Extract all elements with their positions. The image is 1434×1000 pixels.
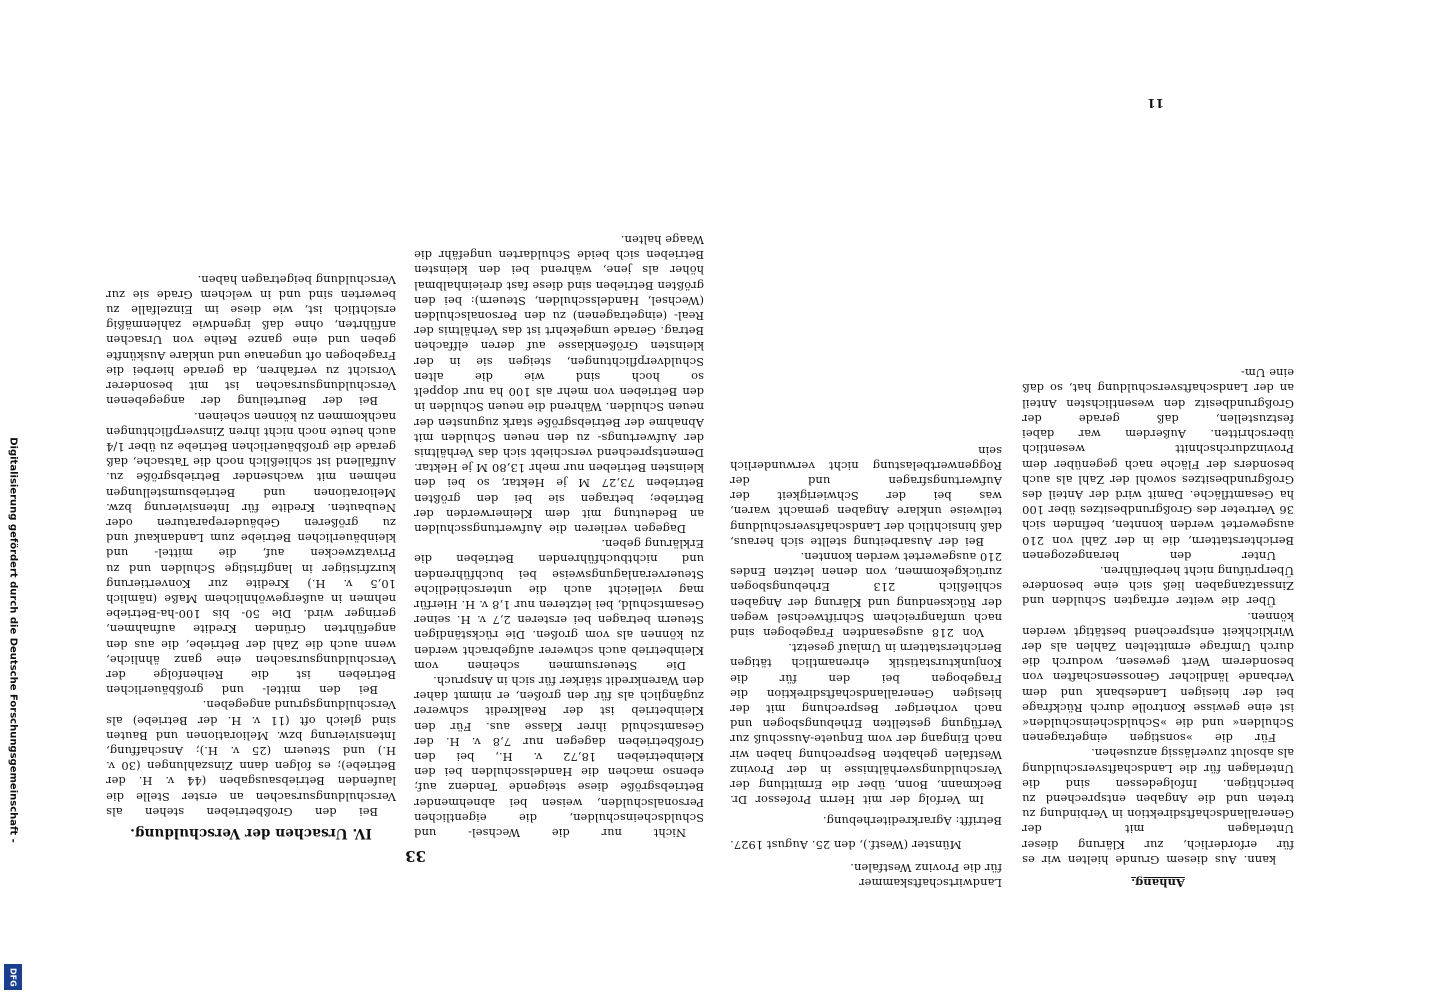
paragraph: Die Steuersummen scheinen vom Kleinbetrieb auch schwerer aufgebracht werden zu können als vom großen. Die rückständigen Steuern betragen bei ersteren 2,7 v. H. seiner Gesamtschuld, bei letzteren nur 1,8 v. H. Hierfür mag vielleicht auch die unterschiedliche Steuerveranlagungsweise bei buchführenden und nichtbuchführenden Betrieben die Erklärung geben.	[414, 537, 704, 673]
digitization-notice-text: Digitalisierung gefördert durch die Deutsche Forschungsgemeinschaft -	[7, 437, 19, 843]
paragraph: Bei der Ausarbeitung stellte sich heraus, daß hinsichtlich der Landschaftsverschuldung teilweise unklare Angaben gemacht waren, was bei der Schwierigkeit der Aufwertungsfragen und der Roggenwertbelastung nicht verwunderlich sein	[730, 443, 1002, 549]
paragraph: Von 218 ausgesandten Fragebogen sind nach umfangreichem Schriftwechsel wegen der Rücksendung und Klärung der Angaben schließlich 213 Erhebungsbogen zurückgekommen, von denen letzten Endes 210 ausgewertet werden konnten.	[730, 549, 1002, 640]
page-number-33: 33	[405, 847, 426, 865]
page-11	[724, 0, 1294, 1000]
betrifft-line: Betrifft: Agrarkrediterhebung.	[822, 814, 1002, 829]
paragraph: Bei den Großbetrieben stehen als Verschuldungsursachen an erster Stelle die laufenden Betriebsausgaben (44 v. H. der Betriebe); es folgen dann Zinszahlungen (30 v. H.) und Steuern (25 v. H.); Anschaffung, Intensivierung bzw. Meliorationen und Bauten sind gleich oft (11 v. H. der Betriebe) als Verschuldungsgrund angegeben.	[106, 698, 396, 819]
dfg-logo-icon: DFG	[4, 964, 22, 990]
paragraph: Im Verfolg der mit Herrn Professor Dr. Beckmann, Bonn, über die Ermittlung der Verschuldungsverhältnisse in der Provinz Westfalen gehabten Besprechung haben wir nach Eingang der vom Enquete-Ausschuß zur Verfügung gestellten Erhebungsbogen und nach vorheriger Besprechung mit der hiesigen Generallandschaftsdirektion die Fragebogen bei den für die Konjunkturstatistik ehrenamtlich tätigen Berichterstattern in Umlauf gesetzt.	[730, 641, 1002, 808]
page-33-column-1	[414, 232, 704, 840]
page-11-column-1	[1022, 365, 1294, 890]
section-heading: IV. Ursachen der Verschuldung.	[130, 825, 372, 841]
paragraph: Für die »sonstigen eingetragenen Schulden« und die »Schuldscheinschulden« ist eine gewisse Kontrolle durch Rückfrage bei der hiesigen Landesbank und dem Verbande ländlicher Genossenschaften von besonderem Wert gewesen, wodurch die durch Umfrage ermittelten Zahlen als der Wirklichkeit entsprechend bestätigt werden können.	[1022, 609, 1294, 746]
paragraph: Unter den herangezogenen Berichterstattern, die in der Zahl von 210 ausgewertet werden konnten, befinden sich 36 Vertreter des Großgrundbesitzes über 100 ha Gesamtfläche. Damit wird der Anteil des Großgrundbesitzes sowohl der Zahl als auch besonders der Fläche nach gegenüber dem Provinzdurchschnitt wesentlich überschritten. Außerdem war dabei festzustellen, daß gerade der Großgrundbesitz den wesentlichsten Anteil an der Landschaftsverschuldung hat, so daß eine Um-	[1022, 366, 1294, 563]
sender-line-1: Landwirtschaftskammer	[859, 876, 1002, 890]
page-11-column-2	[730, 442, 1002, 890]
digitization-notice	[0, 0, 26, 1000]
paragraph: Über die weiter erfragten Schulden und Zinssatzangaben ließ sich eine besondere Überprüfung nicht herbeiführen.	[1022, 563, 1294, 609]
anhang-heading: Anhang.	[1131, 876, 1185, 890]
paragraph: Nicht nur die Wechsel- und Schuldscheinschulden, die eigentlichen Personalschulden, weisen bei abnehmender Betriebsgröße diese steigende Tendenz auf; ebenso machen die Handelsschulden bei den Kleinbetrieben 18,72 v. H., bei den Großbetrieben dagegen nur 7,8 v. H. der Gesamtschuld ihrer Klasse aus. Für den Kleinbetrieb ist der Realkredit schwerer zugänglich als für den großen, er nimmt daher den Warenkredit stärker für sich in Anspruch.	[414, 673, 704, 840]
paragraph: Bei der Beurteilung der angegebenen Verschuldungsursachen ist mit besonderer Vorsicht zu verfahren, da gerade hierbei die Fragebogen oft ungenaue und unklare Auskünfte geben und eine ganze Reihe von Ursachen anführten, ohne daß irgendwie zahlenmäßig ersichtlich ist, wie diese im Einzelfalle zu bewerten sind und in welchem Grade sie zur Verschuldung beigetragen haben.	[106, 272, 396, 409]
page-33-column-2	[106, 271, 396, 840]
sender-line-2: für die Provinz Westfalen.	[850, 860, 1002, 875]
paragraph: Dagegen verlieren die Aufwertungsschulden an Bedeutung mit dem Kleinerwerden der Betriebe; betragen sie bei den größten Betrieben 73,27 M je Hektar, so bei den kleinsten Betrieben nur mehr 13,80 M je Hektar. Dementsprechend verschiebt sich das Verhältnis der Aufwertungs- zu den neuen Schulden mit Abnahme der Betriebsgröße stark zugunsten der neuen Schulden. Während die neuen Schulden in den Betrieben von mehr als 100 ha nur doppelt so hoch sind wie die alten Schuldverpflichtungen, steigen sie in der kleinsten Größenklasse auf deren elffachen Betrag. Gerade umgekehrt ist das Verhältnis der Real- (eingetragenen) zu den Personalschulden (Wechsel, Handelsschulden, Steuern): bei den größten Betrieben sind diese fast dreieinhalbmal höher als jene, während bei den kleinsten Betrieben sich beide Schuldarten ungefähr die Waage halten.	[414, 233, 704, 536]
page-number-11: 11	[1147, 96, 1164, 110]
page-33	[104, 0, 704, 1000]
place-date: Münster (Westf.), den 25. August 1927.	[730, 837, 962, 852]
paragraph: kann. Aus diesem Grunde hielten wir es für erforderlich, zur Klärung dieser Unterlagen mit der Generallandschaftsdirektion in Verbindung zu treten und die Angaben entsprechend zu berichtigen. Infolgedessen sind die Unterlagen für die Landschaftsverschuldung als absolut zuverlässig anzusehen.	[1022, 746, 1294, 867]
paragraph: Bei den mittel- und großbäuerlichen Betrieben ist die Reihenfolge der Verschuldungsursachen eine ganz ähnliche, wenn auch die Zahl der Betriebe, die aus den angeführten Gründen Kredite aufnahmen, geringer wird. Die 50- bis 100-ha-Betriebe nehmen in außergewöhnlichem Maße (nämlich 10,5 v. H.) Kredite zur Konvertierung kurzfristiger in langfristige Schulden und zu Privatzwecken auf, die mittel- und kleinbäuerlichen Betriebe zum Landankauf und zu größeren Gebäudereparaturen oder Neubauten. Kredite für Intensivierung bzw. Meliorationen und Betriebsumstellungen nehmen mit wachsender Betriebsgröße zu. Auffallend ist schließlich noch die Tatsache, daß gerade die großbäuerlichen Betriebe zu über 1/4 auch heute noch nicht ihren Zinsverpflichtungen nachkommen zu können scheinen.	[106, 409, 396, 698]
